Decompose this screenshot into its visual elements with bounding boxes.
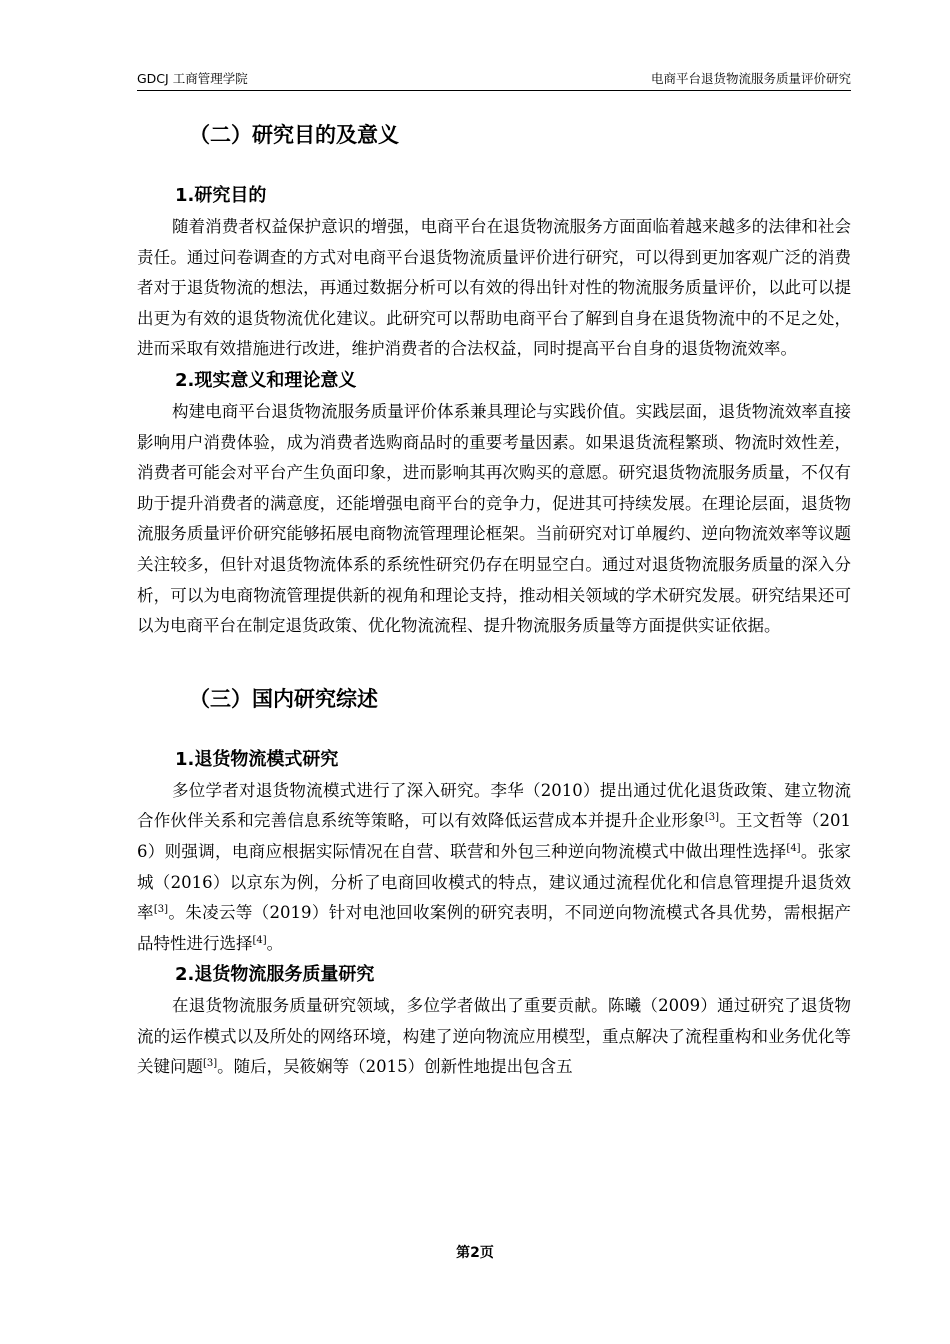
header-thesis-title: 电商平台退货物流服务质量评价研究 <box>650 71 851 86</box>
subheading-research-purpose: 1.研究目的 <box>175 185 267 206</box>
citation: [3] <box>153 904 169 916</box>
citation: [4] <box>786 842 801 854</box>
citation: [4] <box>252 934 267 946</box>
section-heading-review: （三）国内研究综述 <box>189 686 378 711</box>
paragraph-return-logistics-mode: 多位学者对退货物流模式进行了深入研究。李华（2010）提出通过优化退货政策、建立物流合作伙伴关系和完善信息系统等策略，可以有效降低运营成本并提升企业形象[3]。王文哲等（2016）则强调，电商应根据实际情况在自营、联营和外包三种逆向物流模式中做出理性选择[4]。张家城（2016）以京东为例，分析了电商回收模式的特点，建议通过流程优化和信息管理提升退货效率[3]。朱凌云等（2019）针对电池回收案例的研究表明，不同逆向物流模式各具优势，需根据产品特性进行选择[4]。 <box>137 780 852 953</box>
page-header <box>137 64 851 91</box>
paragraph-significance: 构建电商平台退货物流服务质量评价体系兼具理论与实践价值。实践层面，退货物流效率直接影响用户消费体验，成为消费者选购商品时的重要考量因素。如果退货流程繁琐、物流时效性差，消费者可能会对平台产生负面印象，进而影响其再次购买的意愿。研究退货物流服务质量，不仅有助于提升消费者的满意度，还能增强电商平台的竞争力，促进其可持续发展。在理论层面，退货物流服务质量评价研究能够拓展电商物流管理理论框架。当前研究对订单履约、逆向物流效率等议题关注较多，但针对退货物流体系的系统性研究仍存在明显空白。通过对退货物流服务质量的深入分析，可以为电商物流管理提供新的视角和理论支持，推动相关领域的学术研究发展。研究结果还可以为电商平台在制定退货政策、优化物流流程、提升物流服务质量等方面提供实证依据。 <box>137 401 851 636</box>
page-body <box>137 112 851 1083</box>
subheading-significance: 2.现实意义和理论意义 <box>175 369 357 391</box>
subheading-service-quality: 2.退货物流服务质量研究 <box>175 964 375 986</box>
header-institution: GDCJ 工商管理学院 <box>137 71 248 86</box>
subheading-return-logistics-mode: 1.退货物流模式研究 <box>175 748 339 770</box>
page-number: 第2页 <box>456 1245 494 1261</box>
citation: [3] <box>704 812 720 824</box>
section-heading-purpose: （二）研究目的及意义 <box>189 123 399 147</box>
paragraph-service-quality: 在退货物流服务质量研究领域，多位学者做出了重要贡献。陈曦（2009）通过研究了退货物流的运作模式以及所处的网络环境，构建了逆向物流应用模型，重点解决了流程重构和业务优化等关键问题[3]。随后，吴筱娴等（2015）创新性地提出包含五 <box>137 996 851 1077</box>
paragraph-research-purpose: 随着消费者权益保护意识的增强，电商平台在退货物流服务方面面临着越来越多的法律和社会责任。通过问卷调查的方式对电商平台退货物流质量评价进行研究，可以得到更加客观广泛的消费者对于退货物流的想法，再通过数据分析可以有效的得出针对性的物流服务质量评价，以此可以提出更为有效的退货物流优化建议。此研究可以帮助电商平台了解到自身在退货物流中的不足之处，进而采取有效措施进行改进，维护消费者的合法权益，同时提高平台自身的退货物流效率。 <box>137 217 851 359</box>
citation: [3] <box>203 1058 218 1070</box>
